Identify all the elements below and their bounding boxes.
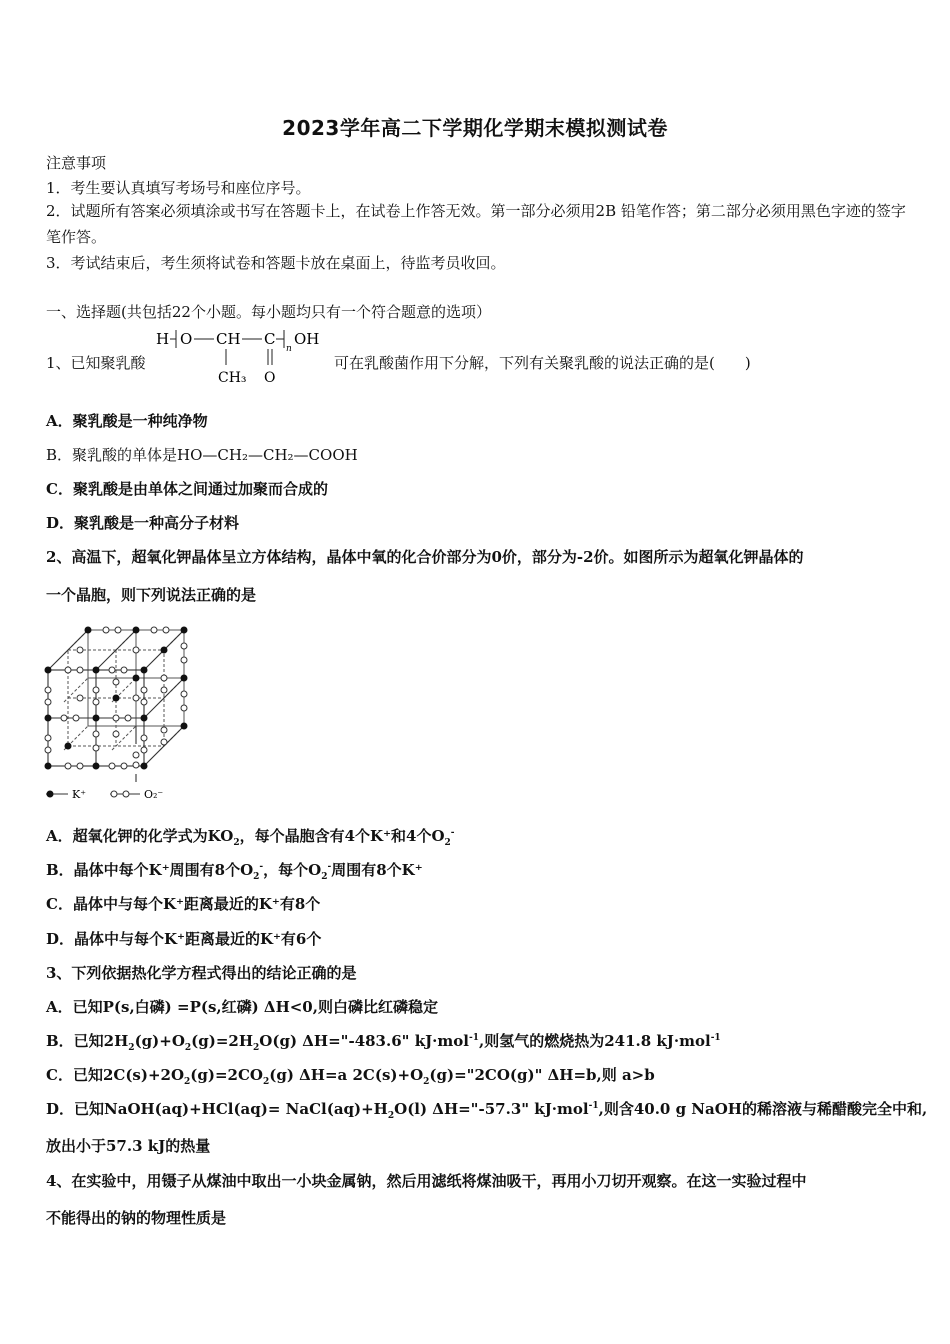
text: 周围有8个K⁺	[331, 861, 423, 879]
section-heading: 一、选择题(共包括22个小题。每小题均只有一个符合题意的选项）	[46, 303, 491, 321]
q2-option-d: D．晶体中与每个K⁺距离最近的K⁺有6个	[46, 930, 322, 948]
legend-o2-label: O₂⁻	[144, 788, 164, 801]
o2-ion	[45, 699, 51, 705]
o2-ion	[77, 647, 83, 653]
q1-option-a: A．聚乳酸是一种纯净物	[46, 412, 208, 430]
q1-option-c: C．聚乳酸是由单体之间通过加聚而合成的	[46, 480, 328, 498]
k-ion	[161, 647, 168, 654]
o2-ion	[45, 735, 51, 741]
o2-ion	[113, 731, 119, 737]
superscript: -	[327, 862, 332, 872]
superscript: -	[259, 862, 264, 872]
subscript: 2	[184, 1043, 192, 1053]
o2-ion	[181, 705, 187, 711]
o2-ion	[109, 667, 115, 673]
legend-k-marker	[47, 791, 54, 798]
o2-ion	[163, 627, 169, 633]
o2-ion	[115, 627, 121, 633]
o2-ion	[141, 747, 147, 753]
o2-ion	[141, 687, 147, 693]
q1-option-b: B．聚乳酸的单体是HO—CH₂—CH₂—COOH	[46, 446, 358, 464]
formula-ch: CH	[216, 330, 241, 348]
subscript: 2	[321, 872, 328, 882]
o2-ion	[121, 763, 127, 769]
text: (g)="2CO(g)" ΔH=b,则 a>b	[429, 1066, 655, 1084]
q3-stem: 3、下列依据热化学方程式得出的结论正确的是	[46, 964, 357, 982]
q3-option-a: A．已知P(s,白磷) =P(s,红磷) ΔH<0,则白磷比红磷稳定	[46, 998, 438, 1016]
o2-ion	[77, 763, 83, 769]
o2-ion	[77, 667, 83, 673]
o2-ion	[141, 735, 147, 741]
k-ion	[45, 763, 52, 770]
superscript: -1	[588, 1101, 599, 1111]
k-ion	[133, 627, 140, 634]
text: (g)=2H	[191, 1032, 254, 1050]
text: ,则含40.0 g NaOH的稀溶液与稀醋酸完全中和,	[598, 1100, 928, 1118]
q1-stem-before: 1、已知聚乳酸	[46, 354, 146, 372]
note-item-1: 1．考生要认真填写考场号和座位序号。	[46, 179, 311, 197]
o2-ion	[103, 627, 109, 633]
o2-ion	[93, 745, 99, 751]
k-ion	[45, 715, 52, 722]
notes-heading: 注意事项	[46, 154, 107, 172]
o2-ion	[161, 687, 167, 693]
k-ion	[141, 715, 148, 722]
o2-ion	[65, 763, 71, 769]
q3-option-b	[46, 1030, 721, 1051]
note-item-3: 3．考试结束后，考生须将试卷和答题卡放在桌面上，待监考员收回。	[46, 254, 506, 272]
o2-ion	[61, 715, 67, 721]
k-ion	[113, 695, 120, 702]
legend-o2-marker	[123, 791, 129, 797]
k-ion	[141, 667, 148, 674]
polylactic-acid-formula	[150, 327, 330, 389]
page-title: 2023学年高二下学期化学期末模拟测试卷	[282, 116, 668, 140]
o2-ion	[45, 687, 51, 693]
text: (g)=2CO	[190, 1066, 263, 1084]
k-ion	[65, 743, 72, 750]
o2-ion	[141, 699, 147, 705]
note-item-2: 2．试题所有答案必须填涂或书写在答题卡上，在试卷上作答无效。第一部分必须用2B 铅笔作答；第二部分必须用黑色字迹的签字笔作答。	[46, 202, 906, 246]
subscript: 2	[444, 838, 451, 848]
q2-stem-line2: 一个晶胞，则下列说法正确的是	[46, 586, 257, 604]
subscript: 2	[387, 1111, 395, 1121]
formula-o: O	[180, 330, 193, 348]
formula-c: C	[264, 330, 276, 348]
q2-option-c: C．晶体中与每个K⁺距离最近的K⁺有8个	[46, 895, 321, 913]
o2-ion	[161, 739, 167, 745]
q2-option-a	[46, 825, 455, 846]
text: B．晶体中每个K⁺周围有8个O	[46, 861, 254, 879]
q3-option-d	[46, 1098, 927, 1119]
o2-ion	[77, 695, 83, 701]
o2-ion	[151, 627, 157, 633]
q4-stem-line2: 不能得出的钠的物理性质是	[46, 1209, 227, 1227]
text: O(l) ΔH="-57.3" kJ·mol	[394, 1100, 589, 1118]
superscript: -1	[468, 1033, 479, 1043]
o2-ion	[133, 695, 139, 701]
legend-o2-marker	[111, 791, 117, 797]
k-ion	[181, 627, 188, 634]
k-ion	[181, 675, 188, 682]
o2-ion	[161, 675, 167, 681]
q1-stem-after: 可在乳酸菌作用下分解，下列有关聚乳酸的说法正确的是( )	[334, 354, 751, 372]
q3-option-d-continued: 放出小于57.3 kJ的热量	[46, 1137, 211, 1155]
o2-ion	[181, 691, 187, 697]
o2-ion	[133, 752, 139, 758]
k-ion	[181, 723, 188, 730]
legend-k-label: K⁺	[72, 788, 87, 801]
subscript: 2	[263, 1077, 270, 1087]
q4-stem-line1: 4、在实验中，用镊子从煤油中取出一小块金属钠，然后用滤纸将煤油吸干，再用小刀切开观察。在这一实验过程中	[46, 1172, 807, 1190]
formula-oh: OH	[294, 330, 320, 348]
subscript: 2	[184, 1077, 191, 1087]
q2-stem-line1: 2、高温下，超氧化钾晶体呈立方体结构，晶体中氧的化合价部分为0价，部分为-2价。如图所示为超氧化钾晶体的	[46, 548, 804, 566]
o2-ion	[93, 687, 99, 693]
k-ion	[141, 763, 148, 770]
o2-ion	[125, 715, 131, 721]
o2-ion	[73, 715, 79, 721]
text: B．已知2H	[46, 1032, 129, 1050]
o2-ion	[161, 727, 167, 733]
k-ions	[45, 627, 188, 770]
q1-option-d: D．聚乳酸是一种高分子材料	[46, 514, 240, 532]
k-ion	[93, 763, 100, 770]
text: D．已知NaOH(aq)+HCl(aq)= NaCl(aq)+H	[46, 1100, 388, 1118]
superscript: -1	[710, 1033, 721, 1043]
k-ion	[133, 675, 140, 682]
o2-ion	[45, 747, 51, 753]
q3-option-c	[46, 1064, 655, 1085]
q2-option-b	[46, 859, 423, 880]
k-ion	[45, 667, 52, 674]
text: C．已知2C(s)+2O	[46, 1066, 185, 1084]
text: ,则氢气的燃烧热为241.8 kJ·mol	[478, 1032, 711, 1050]
o2-ion	[109, 763, 115, 769]
ko2-unit-cell-diagram	[40, 622, 200, 807]
formula-ch3: CH₃	[218, 370, 247, 386]
text: A．超氧化钾的化学式为KO	[46, 827, 234, 845]
o2-ion	[65, 667, 71, 673]
o2-ion	[181, 643, 187, 649]
o2-ion	[133, 762, 139, 768]
o2-ion	[113, 679, 119, 685]
superscript: -	[450, 828, 455, 838]
o2-ion	[121, 667, 127, 673]
subscript: 2	[128, 1043, 135, 1053]
text: ，每个O	[263, 861, 322, 879]
k-ion	[93, 715, 100, 722]
o2-ion	[133, 647, 139, 653]
k-ion	[85, 627, 92, 634]
subscript: 2	[253, 872, 260, 882]
formula-o-carbonyl: O	[264, 370, 276, 386]
k-ion	[93, 667, 100, 674]
diagram-legend	[46, 788, 163, 801]
text: ，每个晶胞含有4个K⁺和4个O	[239, 827, 445, 845]
subscript: 2	[423, 1077, 430, 1087]
subscript: 2	[233, 838, 240, 848]
formula-h: H	[156, 330, 170, 348]
text: O(g) ΔH="-483.6" kJ·mol	[259, 1032, 469, 1050]
text: (g)+O	[134, 1032, 185, 1050]
text: (g) ΔH=a 2C(s)+O	[269, 1066, 424, 1084]
formula-n: n	[286, 344, 292, 354]
o2-ion	[113, 715, 119, 721]
o2-ion	[93, 731, 99, 737]
subscript: 2	[253, 1043, 260, 1053]
o2-ion	[181, 657, 187, 663]
o2-ion	[93, 699, 99, 705]
